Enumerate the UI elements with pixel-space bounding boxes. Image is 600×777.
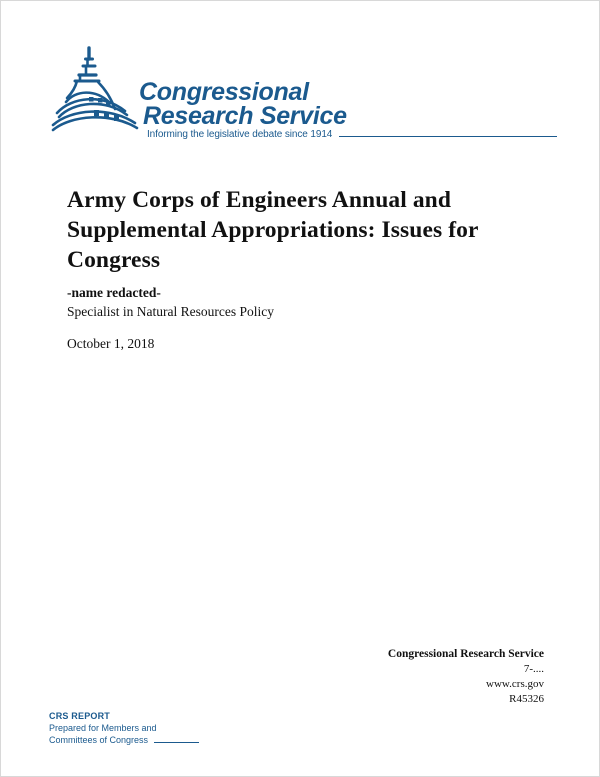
- imprint-phone: 7-....: [523, 663, 544, 675]
- report-stamp-title: CRS REPORT: [49, 711, 111, 721]
- publication-date: October 1, 2018: [67, 336, 155, 351]
- imprint-website[interactable]: www.crs.gov: [486, 678, 544, 690]
- capitol-dome-icon: [49, 45, 145, 137]
- report-stamp-subtitle-row: [49, 734, 199, 746]
- report-stamp-rule: [154, 742, 199, 743]
- masthead-tagline: Informing the legislative debate since 1914: [147, 129, 333, 140]
- author-role: Specialist in Natural Resources Policy: [67, 304, 274, 319]
- wordmark-line-2: Research Service: [143, 102, 347, 130]
- author-name: -name redacted-: [67, 285, 161, 300]
- author-block: [67, 284, 499, 321]
- report-stamp-subtitle-2: Committees of Congress: [49, 735, 149, 745]
- crs-masthead: [1, 1, 600, 151]
- masthead-rule: [339, 136, 557, 137]
- imprint-organization: Congressional Research Service: [387, 648, 544, 660]
- report-stamp-subtitle-1: Prepared for Members and: [49, 723, 157, 733]
- imprint-block: [264, 646, 544, 707]
- crs-wordmark: [139, 80, 347, 128]
- report-stamp: [49, 710, 349, 746]
- wordmark-line-1: Congressional: [139, 78, 309, 106]
- masthead-tagline-row: [147, 129, 557, 140]
- imprint-report-number: R45326: [509, 693, 544, 705]
- report-title: Army Corps of Engineers Annual and Supplemental Appropriations: Issues for Congress: [67, 186, 479, 273]
